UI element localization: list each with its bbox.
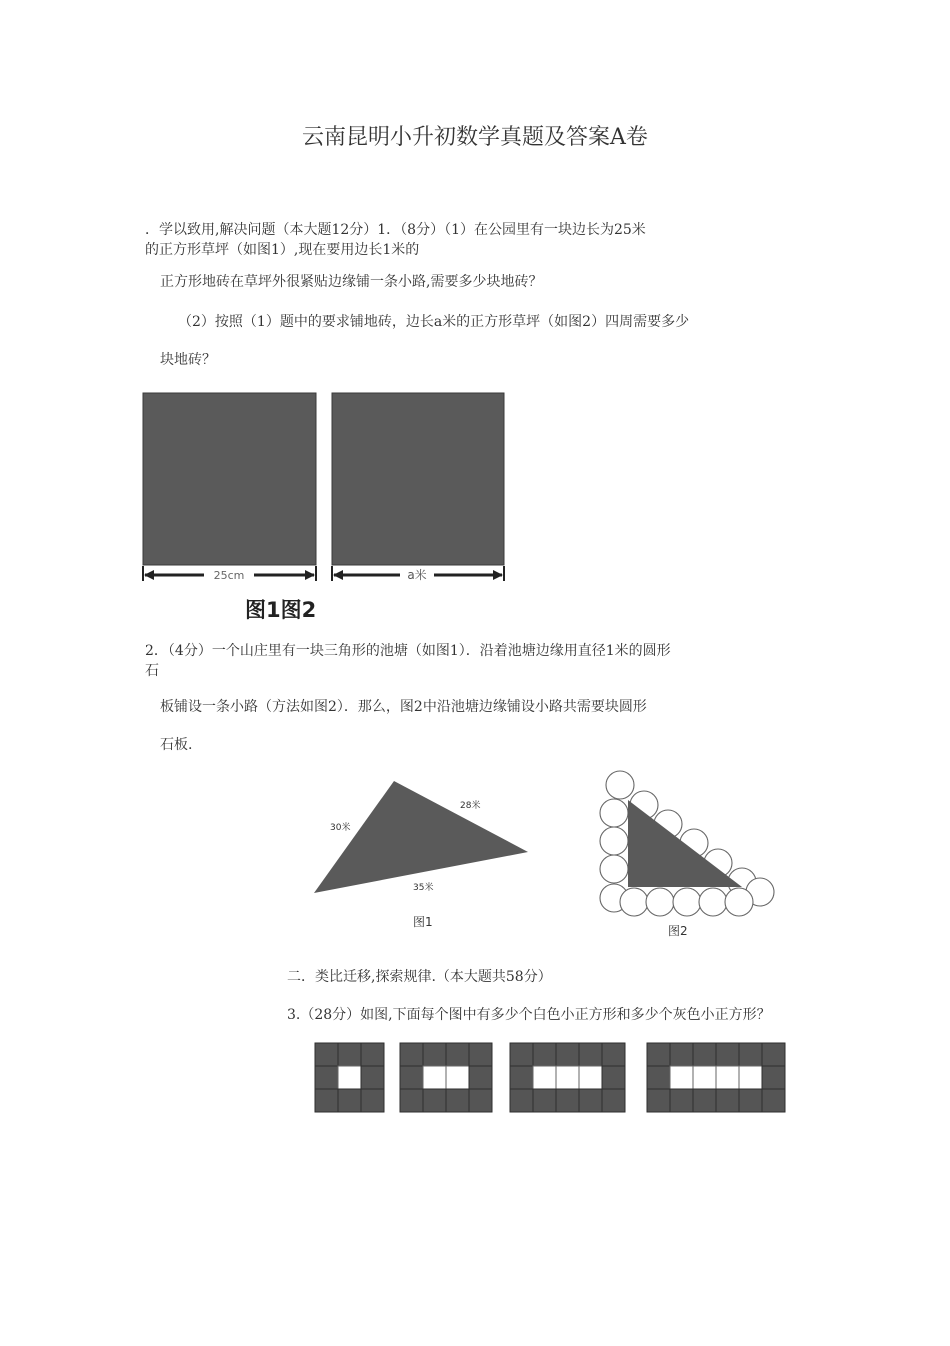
gray-square [446,1043,469,1066]
gray-square [556,1089,579,1112]
figure-triangle-stones [590,768,780,943]
gray-square [647,1066,670,1089]
side-label-right: 28米 [460,801,481,811]
gray-square [469,1089,492,1112]
gray-square [693,1089,716,1112]
gray-square [423,1043,446,1066]
grid-figure-1 [315,1043,384,1112]
white-square [533,1066,556,1089]
side-label-left: 30米 [330,823,351,833]
question2-line3: 板铺设一条小路（方法如图2）．那么，图2中沿池塘边缘铺设小路共需要块圆形 [160,699,647,715]
gray-square [670,1043,693,1066]
section1-line4: （2）按照（1）题中的要求铺地砖，边长a米的正方形草坪（如图2）四周需要多少 [178,314,690,330]
gray-square [762,1043,785,1066]
gray-square [338,1089,361,1112]
gray-square [579,1043,602,1066]
gray-square [400,1066,423,1089]
gray-square [361,1089,384,1112]
gray-square [762,1089,785,1112]
grid-figure-3 [510,1043,625,1112]
figure-caption-1: 图1 [413,915,433,929]
question2-line4: 石板. [160,737,193,753]
white-square [670,1066,693,1089]
figure-squares [138,388,513,588]
gray-square [602,1043,625,1066]
side-label-bottom: 35米 [413,883,434,893]
white-square [579,1066,602,1089]
white-square [423,1066,446,1089]
gray-square [670,1089,693,1112]
gray-square [762,1066,785,1089]
question3-text: 3.（28分）如图,下面每个图中有多少个白色小正方形和多少个灰色小正方形？ [287,1007,771,1023]
arrow-head [333,570,343,580]
gray-square [469,1066,492,1089]
gray-square [423,1089,446,1112]
gray-square [361,1043,384,1066]
dim-label-right: a米 [407,568,427,582]
gray-square [400,1043,423,1066]
gray-square [315,1089,338,1112]
arrow-head [144,570,154,580]
section2-heading: 二．类比迁移,探索规律.（本大题共58分） [287,969,552,985]
gray-square [602,1066,625,1089]
question2-line2: 石 [145,663,159,679]
gray-square [693,1043,716,1066]
square-figure-1 [143,393,316,565]
arrow-head [305,570,315,580]
gray-square [510,1043,533,1066]
circle-stones [600,771,774,916]
gray-square [315,1043,338,1066]
gray-square [469,1043,492,1066]
dim-label-left: 25cm [213,569,245,582]
section1-line3: 正方形地砖在草坪外很紧贴边缘铺一条小路,需要多少块地砖？ [160,274,543,290]
figure-caption-1-2: 图1图2 [245,598,317,622]
gray-square [716,1043,739,1066]
gray-square [579,1089,602,1112]
white-square [716,1066,739,1089]
white-square [446,1066,469,1089]
gray-square [739,1089,762,1112]
gray-square [361,1066,384,1089]
arrow-head [493,570,503,580]
white-square [739,1066,762,1089]
question2-line1: 2．（4分）一个山庄里有一块三角形的池塘（如图1）．沿着池塘边缘用直径1米的圆形 [145,643,671,659]
gray-square [400,1089,423,1112]
white-square [693,1066,716,1089]
gray-square [533,1089,556,1112]
gray-square [739,1043,762,1066]
white-square [556,1066,579,1089]
section1-line5: 块地砖？ [160,352,216,368]
gray-square [446,1089,469,1112]
square-figure-2 [332,393,504,565]
section1-line1: ．学以致用,解决问题（本大题12分）1．（8分）（1）在公园里有一块边长为25米 [145,222,646,238]
gray-square [338,1043,361,1066]
gray-square [533,1043,556,1066]
gray-square [716,1089,739,1112]
gray-square [602,1089,625,1112]
page-title: 云南昆明小升初数学真题及答案A卷 [302,125,648,150]
gray-square [510,1066,533,1089]
triangle-pond [314,781,528,893]
grid-figure-2 [400,1043,492,1112]
white-square [338,1066,361,1089]
gray-square [647,1089,670,1112]
gray-square [510,1089,533,1112]
figure-caption-2: 图2 [668,924,688,938]
figure-triangle-pond [300,770,540,940]
grid-figure-4 [647,1043,785,1112]
grid-figures [312,1040,790,1116]
gray-square [647,1043,670,1066]
section1-line2: 的正方形草坪（如图1）,现在要用边长1米的 [145,242,420,258]
gray-square [315,1066,338,1089]
gray-square [556,1043,579,1066]
